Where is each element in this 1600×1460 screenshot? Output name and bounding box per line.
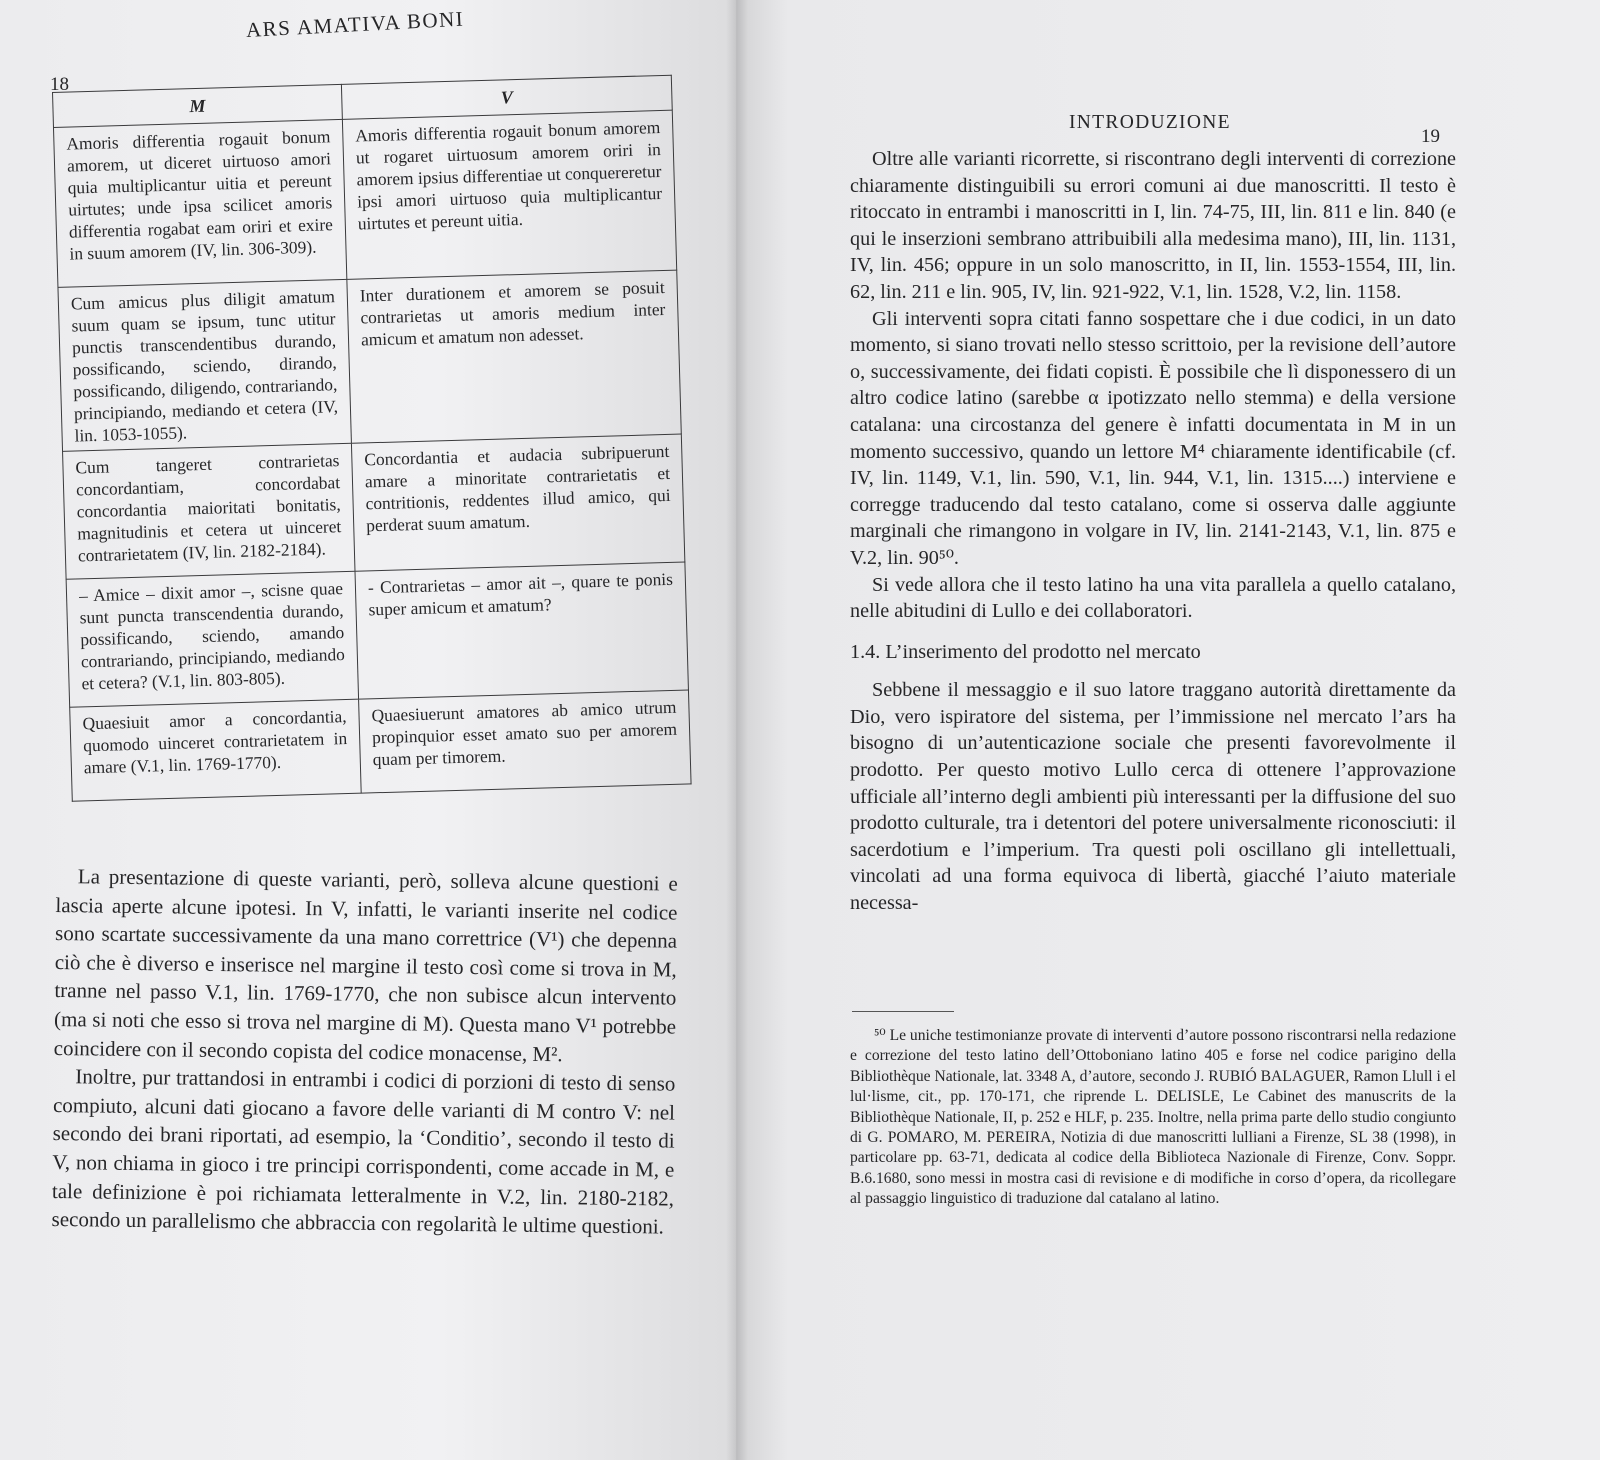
paragraph: La presentazione di queste varianti, però, solleva alcune questioni e lascia aperte alcune ipotesi. In V, infatti, le varianti inserite nel codice sono scartate successivamente da una mano correttrice (V¹) che depenna ciò che è diverso e inserisce nel margine il testo così come si trova in M, tranne nel passo V.1, lin. 1769-1770, che non subisce alcun intervento (ma si noti che esso si trova nel margine di M). Questa mano V¹ potrebbe coincidere con il secondo copista del codice monacense, M². (53, 864, 678, 1066)
paragraph: Si vede allora che il testo latino ha una vita parallela a quello catalano, nelle abitudini di Lullo e dei collaboratori. (850, 573, 1456, 623)
paragraph: Oltre alle varianti ricorrette, si riscontrano degli interventi di correzione chiaramente distinguibili su errori comuni ai due manoscritti. Il testo è ritoccato in entrambi i manoscritti in I, lin. 74-75, III, lin. 811 e lin. 840 (e qui le inserzioni sembrano attribuibili alla medesima mano), III, lin. 1131, IV, lin. 456; oppure in un solo manoscritto, in II, lin. 1553-1554, III, lin. 62, lin. 211 e lin. 905, IV, lin. 921-922, V.1, lin. 1528, V.2, lin. 1158. (850, 148, 1456, 303)
table-row (58, 270, 681, 451)
table-cell-m: Quaesiuit amor a concordantia, quomodo uinceret contrarietatem in amare (V.1, lin. 1769-1770). (70, 699, 362, 801)
footnote (850, 1026, 1456, 1210)
section-heading: 1.4. L’inserimento del prodotto nel mercato (850, 640, 1201, 663)
right-page (736, 0, 1600, 1460)
table-cell-m: Amoris differentia rogauit bonum amorem, ut diceret uirtuoso amori quia multiplicantur uitia et pereunt uirtutes; unde ipsa scilicet amoris differentia rogabat eam oriri et exire in suum amorem (IV, lin. 306-309). (53, 119, 346, 287)
table-cell-v: Quaesiuerunt amatores ab amico utrum propinquior esset amato suo per amorem quam per timorem. (359, 690, 691, 793)
paragraph: Gli interventi sopra citati fanno sospettare che i due codici, in un dato momento, si siano trovati nello stesso scrittoio, per la revisione dell’autore o, successivamente, dei fidati copisti. È possibile che lì disponessero di un altro codice latino (sarebbe α ipotizzato nello stemma) e della versione catalana: una circostanza del genere è infatti documentata in M in un momento successivo, quando un lettore M⁴ chiaramente identificabile (cf. IV, lin. 1149, V.1, lin. 590, V.1, lin. 944, V.1, lin. 1315....) interviene e corregge traducendo dal testo catalano, come si osserva dalle aggiunte marginali che rimangono in volgare in IV, lin. 2141-2143, V.1, lin. 875 e V.2, lin. 90⁵⁰. (850, 307, 1456, 569)
page-number-left: 18 (50, 74, 69, 95)
running-head-right: INTRODUZIONE (1069, 112, 1231, 133)
column-header-m: M (53, 84, 343, 127)
table-cell-m: Cum tangeret contrarietas concordantiam, concordabat concordantia maioritati bonitatis, magnitudinis et cetera ut uinceret contrarietatem (IV, lin. 2182-2184). (63, 443, 355, 579)
book-gutter (726, 0, 748, 1460)
table-row (63, 434, 685, 579)
right-body-text (850, 146, 1456, 917)
footnote-text: ⁵⁰ Le uniche testimonianze provate di interventi d’autore possono riscontrarsi nella redazione e correzione del testo latino dell’Ottoboniano latino 405 e forse nel codice parigino della Bibliothèque Nationale, lat. 3348 A, d’autore, secondo J. RUBIÓ BALAGUER, Ramon Llull i el lul·lisme, cit., pp. 170-171, che riprende L. DELISLE, Le Cabinet des manuscrits de la Bibliothèque Nationale, II, p. 252 e HLF, p. 235. Inoltre, nella prima parte dello studio congiunto di G. POMARO, M. PEREIRA, Notizia di due manoscritti lulliani a Firenze, SL 38 (1998), in particolare pp. 63-71, dedicata al codice della Biblioteca Nazionale di Firenze, Conv. Soppr. B.6.1680, sono messi in mostra casi di revisione e di modifiche in corso d’opera, da ricollegare al passaggio linguistico di traduzione dal catalano al latino. (850, 1027, 1456, 1208)
paragraph: Inoltre, pur trattandosi in entrambi i codici di porzioni di testo di senso compiuto, alcuni dati giocano a favore delle varianti di M contro V: nel secondo dei brani riportati, ad esempio, la ‘Conditio’, secondo il testo di V, non chiama in gioco i tre principi corrispondenti, come accade in M, e tale definizione è poi richiamata letteralmente in V.2, lin. 2180-2182, secondo un parallelismo che abbraccia con regolarità le ultime questioni. (51, 1064, 676, 1239)
column-header-v: V (341, 75, 672, 119)
running-head-left: ARS AMATIVA BONI (245, 6, 465, 42)
table-row (53, 110, 676, 287)
left-page (0, 0, 736, 1460)
table-cell-m: Cum amicus plus diligit amatum suum quam se ipsum, tunc utitur punctis transcendentibus durando, possificando, sciendo, dirando, possificando, diligendo, contrariando, principiando, mediando et cetera (IV, lin. 1053-1055). (58, 279, 351, 451)
table-cell-v: Inter durationem et amorem se posuit contrarietas ut amoris medium inter amicum et amatum non adesset. (347, 270, 681, 443)
table-cell-v: - Contrarietas – amor ait –, quare te ponis super amicum et amatum? (355, 562, 688, 699)
table-cell-v: Amoris differentia rogauit bonum amorem ut rogaret uirtuosum amorem oriri in amorem ipsius differentiae ut conquereretur ipsi amori uirtuoso quia multiplicantur uirtutes et pereunt uitia. (342, 110, 676, 279)
table-cell-m: – Amice – dixit amor –, scisne quae sunt puncta transcendentia durando, possificando, sciendo, amando contrariando, principiando, mediando et cetera? (V.1, lin. 803-805). (66, 571, 358, 707)
table-row (66, 562, 688, 707)
left-body-text (51, 862, 677, 1241)
table-row (70, 690, 691, 801)
footnote-rule (852, 1011, 954, 1012)
paragraph: Sebbene il messaggio e il suo latore traggano autorità direttamente da Dio, vero ispiratore del sistema, per l’immissione nel mercato l’ars ha bisogno di un’autenticazione sociale che presenti favorevolmente il prodotto. Per questo motivo Lullo cerca di ottenere l’approvazione ufficiale all’interno degli ambienti più interessanti per la diffusione del suo prodotto culturale, tra i detentori del potere universalmente riconosciuti: il sacerdotium e l’imperium. Tra questi poli oscillano gli intellettuali, vincolati ad una forma equivoca di libertà, giacché l’aiuto materiale necessa- (850, 679, 1456, 915)
page-number-right: 19 (1421, 126, 1440, 147)
table-cell-v: Concordantia et audacia subripuerunt amare a minoritate contrarietatis et contritionis, reddentes illud amico, qui perderat suum amatum. (351, 434, 684, 571)
variants-table (52, 75, 692, 802)
